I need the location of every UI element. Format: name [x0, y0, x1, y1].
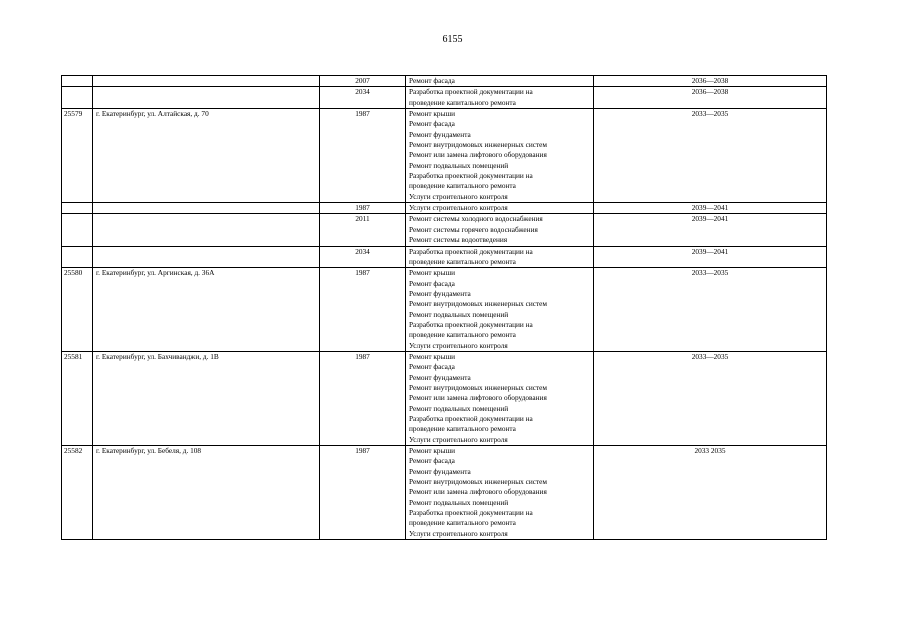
works-cell: [406, 246, 594, 268]
house-number-cell: [62, 203, 93, 214]
term-cell: 2033 2035: [594, 446, 827, 540]
table-row: [62, 87, 827, 109]
work-line: Ремонт подвальных помещений: [409, 497, 509, 507]
term-cell: 2039—2041: [594, 203, 827, 214]
work-line: Ремонт фасада: [409, 362, 455, 372]
table-row: [62, 268, 827, 352]
works-cell: [406, 203, 594, 214]
year-cell: 2034: [320, 246, 406, 268]
works-cell: [406, 446, 594, 540]
year-cell: 1987: [320, 203, 406, 214]
works-cell: [406, 214, 594, 246]
address-cell: г. Екатеринбург, ул. Алтайская, д. 70: [93, 109, 320, 203]
work-line: Услуги строительного контроля: [409, 203, 508, 213]
table-row: [62, 214, 827, 246]
house-number-cell: [62, 76, 93, 87]
work-line: Ремонт внутридомовых инженерных систем: [409, 477, 548, 487]
work-line: Ремонт фундамента: [409, 129, 471, 139]
work-line: проведение капитального ремонта: [409, 330, 516, 340]
work-line: Услуги строительного контроля: [409, 434, 508, 444]
year-cell: 2007: [320, 76, 406, 87]
work-line: Ремонт крыши: [409, 268, 456, 278]
table-row: [62, 351, 827, 445]
term-cell: 2033—2035: [594, 268, 827, 352]
capital-repair-table: [61, 75, 827, 540]
term-cell: 2033—2035: [594, 351, 827, 445]
year-cell: 2011: [320, 214, 406, 246]
work-line: Ремонт подвальных помещений: [409, 160, 509, 170]
work-line: Разработка проектной документации на: [409, 319, 533, 329]
address-cell: [93, 214, 320, 246]
works-cell: [406, 76, 594, 87]
work-line: Ремонт системы холодного водоснабжения: [409, 214, 543, 224]
table-body: [62, 76, 827, 540]
work-line: Услуги строительного контроля: [409, 191, 508, 201]
address-cell: [93, 87, 320, 109]
work-line: Ремонт внутридомовых инженерных систем: [409, 382, 548, 392]
work-line: Разработка проектной документации на: [409, 508, 533, 518]
address-cell: г. Екатеринбург, ул. Бебеля, д. 108: [93, 446, 320, 540]
table-row: [62, 203, 827, 214]
year-cell: 1987: [320, 109, 406, 203]
work-line: Ремонт крыши: [409, 446, 456, 456]
table-row: [62, 446, 827, 540]
work-line: Разработка проектной документации на: [409, 87, 533, 97]
work-line: Ремонт внутридомовых инженерных систем: [409, 299, 548, 309]
work-line: Ремонт системы водоотведения: [409, 235, 508, 245]
table-row: [62, 109, 827, 203]
work-line: Услуги строительного контроля: [409, 340, 508, 350]
work-line: Разработка проектной документации на: [409, 414, 533, 423]
address-cell: г. Екатеринбург, ул. Аргинская, д. 36А: [93, 268, 320, 352]
house-number-cell: [62, 214, 93, 246]
work-line: проведение капитального ремонта: [409, 97, 516, 107]
house-number-cell: 25580: [62, 268, 93, 352]
house-number-cell: [62, 87, 93, 109]
work-line: Ремонт подвальных помещений: [409, 309, 509, 319]
work-line: Ремонт фасада: [409, 456, 455, 466]
term-cell: 2036—2038: [594, 87, 827, 109]
work-line: проведение капитального ремонта: [409, 424, 516, 434]
work-line: Ремонт фундамента: [409, 288, 471, 298]
address-cell: [93, 246, 320, 268]
term-cell: 2033—2035: [594, 109, 827, 203]
term-cell: 2039—2041: [594, 214, 827, 246]
page-number: 6155: [442, 34, 463, 45]
term-cell: 2036—2038: [594, 76, 827, 87]
work-line: проведение капитального ремонта: [409, 181, 516, 191]
work-line: Ремонт системы горячего водоснабжения: [409, 224, 538, 234]
year-cell: 2034: [320, 87, 406, 109]
year-cell: 1987: [320, 268, 406, 352]
table-row: [62, 76, 827, 87]
work-line: Услуги строительного контроля: [409, 528, 508, 538]
address-cell: [93, 76, 320, 87]
work-line: Ремонт фасада: [409, 278, 455, 288]
work-line: Ремонт подвальных помещений: [409, 403, 509, 413]
works-cell: [406, 87, 594, 109]
works-cell: [406, 109, 594, 203]
work-line: проведение капитального ремонта: [409, 518, 516, 528]
work-line: Разработка проектной документации на: [409, 246, 533, 256]
work-line: Ремонт или замена лифтового оборудования: [409, 487, 547, 497]
work-line: Ремонт фасада: [409, 76, 455, 85]
work-line: Ремонт фундамента: [409, 372, 471, 382]
work-line: Ремонт фасада: [409, 119, 455, 129]
work-line: Ремонт фундамента: [409, 466, 471, 476]
work-line: Разработка проектной документации на: [409, 171, 533, 181]
house-number-cell: 25582: [62, 446, 93, 540]
work-line: Ремонт или замена лифтового оборудования: [409, 150, 547, 160]
table-row: [62, 246, 827, 268]
works-cell: [406, 268, 594, 352]
house-number-cell: 25579: [62, 109, 93, 203]
work-line: проведение капитального ремонта: [409, 256, 516, 266]
works-cell: [406, 351, 594, 445]
year-cell: 1987: [320, 351, 406, 445]
term-cell: 2039—2041: [594, 246, 827, 268]
work-line: Ремонт крыши: [409, 351, 456, 361]
house-number-cell: 25581: [62, 351, 93, 445]
work-line: Ремонт внутридомовых инженерных систем: [409, 140, 548, 150]
work-line: Ремонт крыши: [409, 109, 456, 119]
house-number-cell: [62, 246, 93, 268]
work-line: Ремонт или замена лифтового оборудования: [409, 393, 547, 403]
year-cell: 1987: [320, 446, 406, 540]
address-cell: г. Екатеринбург, ул. Бахчиванджи, д. 1В: [93, 351, 320, 445]
address-cell: [93, 203, 320, 214]
